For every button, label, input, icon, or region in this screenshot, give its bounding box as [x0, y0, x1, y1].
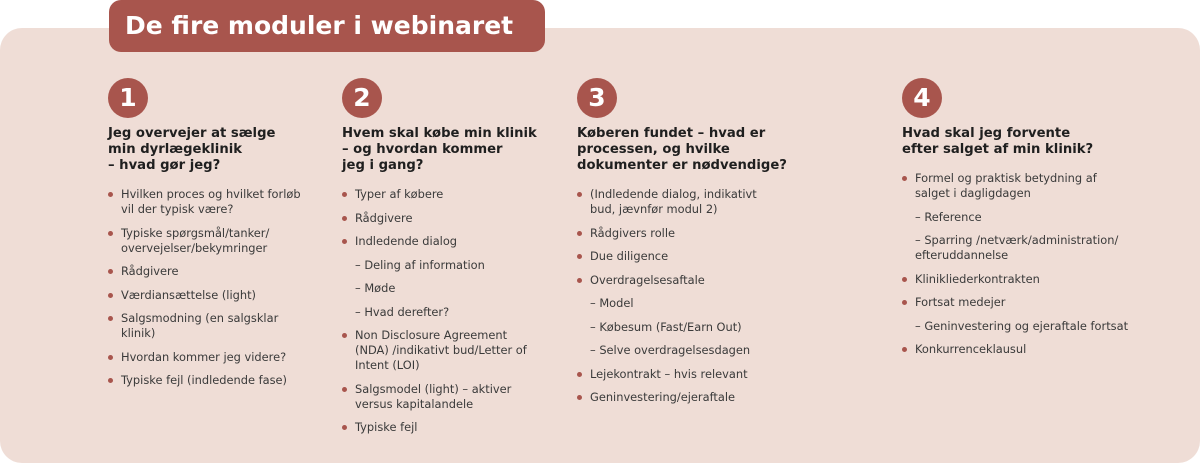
list-item-text: vil der typisk være?: [121, 202, 234, 216]
list-item-text: efteruddannelse: [915, 248, 1009, 262]
sub-list-item: [902, 319, 1162, 334]
module-heading-line: Køberen fundet – hvad er: [577, 126, 766, 141]
list-item-text: (Indledende dialog, indikativt: [590, 187, 757, 201]
list-item: [342, 234, 557, 249]
list-item-text: Rådgivere: [355, 210, 413, 225]
list-item-text: – Købesum (Fast/Earn Out): [590, 319, 742, 334]
list-item: [577, 273, 792, 288]
list-item: [108, 187, 323, 217]
list-item: [342, 382, 557, 412]
module-heading: [342, 126, 557, 174]
list-item-text: Hvilken proces og hvilket forløb: [121, 187, 301, 201]
module-heading-line: min dyrlægeklinik: [108, 142, 242, 157]
list-item-text: Formel og praktisk betydning af: [915, 171, 1097, 185]
list-item-text: – Reference: [915, 209, 982, 224]
module-item-list: [108, 187, 323, 388]
module-item-list: [902, 171, 1162, 357]
module-4: [902, 78, 1162, 366]
list-item-text: (NDA) /indikativt bud/Letter of: [355, 343, 527, 357]
list-item-text: – Model: [590, 296, 634, 310]
module-2: [342, 78, 557, 444]
sub-list-item: [577, 320, 792, 335]
module-heading-line: – hvad gør jeg?: [108, 158, 221, 173]
list-item: [342, 420, 557, 435]
list-item: [342, 211, 557, 226]
list-item-text: Intent (LOI): [355, 358, 420, 372]
list-item-text: Typiske fejl (indledende fase): [121, 373, 287, 387]
sub-list-item: [577, 296, 792, 311]
list-item-text: Typiske fejl: [355, 420, 418, 434]
list-item-text: Klinikliederkontrakten: [915, 271, 1040, 286]
list-item-text: Lejekontrakt – hvis relevant: [590, 366, 748, 381]
module-heading: [577, 126, 792, 174]
list-item: [577, 226, 792, 241]
module-heading-line: – og hvordan kommer: [342, 142, 503, 157]
list-item: [902, 171, 1162, 201]
list-item-text: Due diligence: [590, 249, 669, 263]
list-item-text: Konkurrenceklausul: [915, 342, 1027, 356]
list-item-text: – Geninvestering og ejeraftale fortsat: [915, 318, 1129, 333]
page-title: De fire moduler i webinaret: [109, 0, 545, 52]
sub-list-item: [577, 343, 792, 358]
list-item-text: Hvordan kommer jeg videre?: [121, 349, 287, 364]
list-item: [342, 328, 557, 373]
module-number-badge: 2: [342, 78, 382, 118]
list-item-text: Typer af købere: [355, 187, 444, 201]
list-item: [902, 342, 1162, 357]
list-item: [577, 390, 792, 405]
module-item-list: [577, 187, 792, 405]
module-heading-line: jeg i gang?: [342, 158, 424, 173]
list-item-text: overvejelser/bekymringer: [121, 240, 268, 255]
module-number-badge: 4: [902, 78, 942, 118]
list-item-text: versus kapitalandele: [355, 396, 474, 411]
module-heading: [902, 126, 1162, 158]
list-item: [108, 226, 323, 256]
list-item: [108, 311, 323, 341]
module-number-badge: 3: [577, 78, 617, 118]
list-item-text: Værdiansættelse (light): [121, 287, 256, 302]
module-heading-line: Jeg overvejer at sælge: [108, 126, 276, 141]
list-item-text: – Deling af information: [355, 257, 485, 272]
module-3: [577, 78, 792, 414]
list-item-text: – Hvad derefter?: [355, 304, 450, 319]
module-heading: [108, 126, 323, 174]
sub-list-item: [342, 281, 557, 296]
list-item: [108, 373, 323, 388]
list-item-text: Fortsat medejer: [915, 295, 1006, 309]
list-item-text: Geninvestering/ejeraftale: [590, 390, 736, 404]
list-item: [342, 187, 557, 202]
list-item-text: Rådgivere: [121, 264, 179, 278]
sub-list-item: [902, 233, 1162, 263]
list-item: [902, 295, 1162, 310]
sub-list-item: [902, 210, 1162, 225]
list-item: [108, 288, 323, 303]
list-item: [577, 367, 792, 382]
list-item: [108, 350, 323, 365]
list-item-text: Non Disclosure Agreement: [355, 328, 508, 342]
list-item-text: Typiske spørgsmål/tanker/: [121, 225, 270, 240]
list-item-text: salget i dagligdagen: [915, 186, 1031, 200]
list-item: [108, 264, 323, 279]
list-item-text: Indledende dialog: [355, 234, 458, 248]
module-number-badge: 1: [108, 78, 148, 118]
list-item: [577, 249, 792, 264]
list-item-text: Salgsmodning (en salgsklar: [121, 311, 279, 325]
list-item: [902, 272, 1162, 287]
list-item-text: – Møde: [355, 281, 396, 295]
sub-list-item: [342, 258, 557, 273]
list-item-text: Salgsmodel (light) – aktiver: [355, 381, 512, 396]
module-heading-line: Hvad skal jeg forvente: [902, 126, 1071, 141]
sub-list-item: [342, 305, 557, 320]
module-heading-line: Hvem skal købe min klinik: [342, 126, 537, 141]
list-item: [577, 187, 792, 217]
module-heading-line: processen, og hvilke: [577, 142, 730, 157]
list-item-text: – Selve overdragelsesdagen: [590, 343, 751, 357]
module-1: [108, 78, 323, 397]
list-item-text: – Sparring /netværk/administration/: [915, 233, 1119, 247]
module-heading-line: dokumenter er nødvendige?: [577, 158, 787, 173]
module-item-list: [342, 187, 557, 435]
list-item-text: bud, jævnfør modul 2): [590, 202, 718, 216]
list-item-text: klinik): [121, 326, 156, 340]
module-heading-line: efter salget af min klinik?: [902, 142, 1094, 157]
list-item-text: Rådgivers rolle: [590, 225, 675, 240]
list-item-text: Overdragelsesaftale: [590, 272, 705, 287]
